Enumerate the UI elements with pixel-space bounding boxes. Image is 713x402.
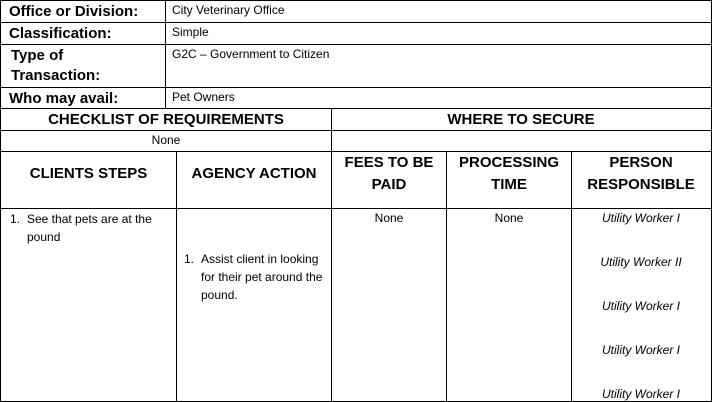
row-divider-office [0,22,712,23]
row-divider-who-may-avail [0,108,712,109]
label-value-divider [165,0,166,109]
fees-processing-divider [446,151,447,402]
transaction-type-label-line2: Transaction: [11,67,101,84]
checklist-value: None [151,133,181,147]
client-step-text: See that pets are at the pound [27,212,152,244]
agency-action-number: 1. [184,252,195,266]
transaction-type-label-line1: Type of [11,47,64,64]
checklist-where-divider [331,108,332,402]
row-divider-step-headers [0,208,712,209]
processing-time-header-line1: PROCESSING [458,154,560,171]
who-may-avail-label: Who may avail: [9,90,119,107]
table-border-left [0,0,1,402]
table-border-right [711,0,712,402]
transaction-type-value: G2C – Government to Citizen [172,47,330,61]
fees-header-line1: FEES TO BE [344,154,434,171]
office-value: City Veterinary Office [172,3,285,17]
classification-label: Classification: [9,25,112,42]
classification-value: Simple [172,25,209,39]
client-step-number: 1. [10,212,21,226]
row-divider-transaction [0,87,712,88]
where-to-secure-header: WHERE TO SECURE [447,111,595,128]
processing-person-divider [571,151,572,402]
person-responsible-2: Utility Worker II [600,255,682,269]
person-responsible-header-line1: PERSON [609,154,673,171]
fees-header-line2: PAID [371,176,407,193]
agency-action-text: Assist client in looking for their pet around the pound. [201,252,323,302]
client-agency-divider [176,151,177,402]
person-responsible-3: Utility Worker I [602,299,680,313]
row-divider-classification [0,44,712,45]
person-responsible-4: Utility Worker I [602,343,680,357]
agency-action-1 [184,250,324,310]
row-divider-checklist-value [0,151,712,152]
checklist-header: CHECKLIST OF REQUIREMENTS [48,111,284,128]
office-label: Office or Division: [9,3,139,20]
processing-time-header-line2: TIME [491,176,527,193]
client-steps-header: CLIENTS STEPS [29,165,148,182]
where-to-secure-value [332,131,710,149]
row-divider-checklist-header [0,130,712,131]
agency-action-header: AGENCY ACTION [191,165,317,182]
processing-time-value: None [494,211,524,225]
fees-value: None [374,211,404,225]
person-responsible-header-line2: RESPONSIBLE [587,176,695,193]
table-border-top [0,0,712,1]
who-may-avail-value: Pet Owners [172,90,235,104]
person-responsible-5: Utility Worker I [602,387,680,401]
person-responsible-1: Utility Worker I [602,211,680,225]
client-step-1 [10,210,170,250]
